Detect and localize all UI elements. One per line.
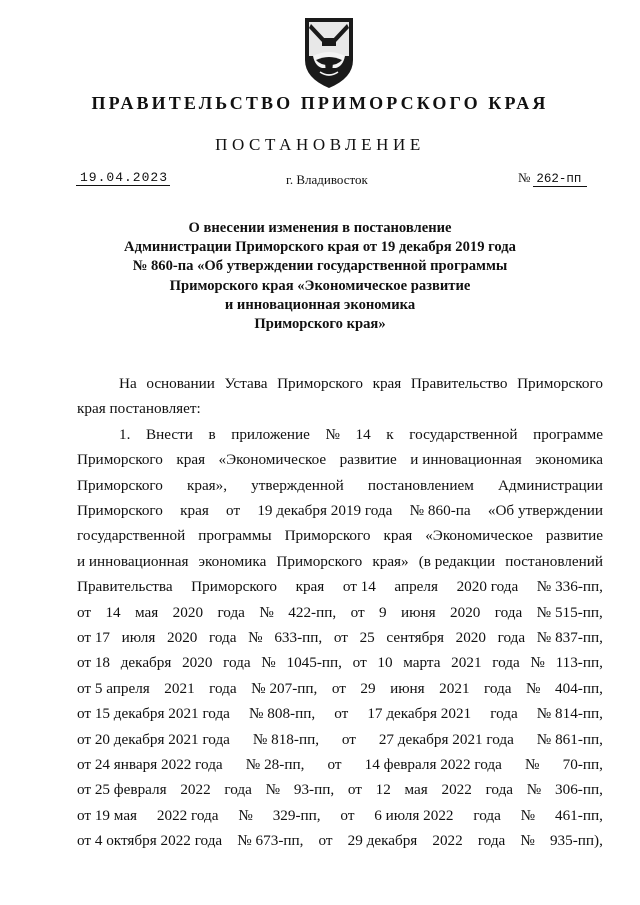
body-word: № (530, 654, 545, 672)
body-word: от 20 декабря 2021 года (77, 730, 230, 748)
subject-line: и инновационная экономика (224, 296, 416, 313)
body-word: мая (404, 781, 428, 799)
body-word: года (473, 806, 501, 824)
government-title: ПРАВИТЕЛЬСТВО ПРИМОРСКОГО КРАЯ (91, 93, 549, 113)
body-word: 10 (377, 654, 393, 672)
body-word: № 837-пп, (536, 629, 603, 646)
subject-line: О внесении изменения в постановление (188, 220, 452, 236)
number-prefix: № (518, 170, 531, 185)
body-word: и инновационная (410, 451, 522, 469)
body-word: от (350, 603, 365, 621)
body-word: 2021 (439, 679, 470, 697)
subject-line: № 860-па «Об утверждении государственной программы (132, 258, 508, 275)
body-line (77, 449, 603, 471)
body-word: края», (186, 476, 228, 494)
body-word: от (77, 603, 92, 621)
body-line (77, 602, 603, 624)
body-word: «Экономическое (218, 451, 327, 469)
body-word: от (333, 629, 348, 646)
body-word: года (209, 679, 237, 697)
body-word: № (520, 832, 535, 850)
body-word: 461-пп, (554, 806, 603, 824)
body-word: от 19 мая (77, 806, 138, 824)
body-word: № 207-пп, (251, 679, 318, 697)
coat-of-arms-emblem (296, 16, 362, 92)
body-word: 2020 (182, 654, 213, 672)
body-word: края (383, 527, 413, 545)
body-word: края» (372, 552, 409, 570)
body-word: Приморского (191, 578, 278, 596)
body-word: развитие (545, 527, 603, 545)
body-line (77, 475, 603, 497)
body-word: 17 декабря 2021 (367, 705, 472, 723)
document-city: г. Владивосток (286, 172, 368, 187)
body-word: апреля (394, 578, 438, 596)
body-word: 1045-пп, (286, 654, 342, 672)
body-word: края постановляет: (77, 400, 201, 418)
body-word: сентября (386, 629, 444, 646)
subject-line: Приморского края «Экономическое развитие (169, 277, 471, 294)
document-date: 19.04.2023 (76, 171, 170, 186)
body-word: марта (403, 654, 441, 672)
body-word: № 336-пп, (536, 578, 603, 596)
body-line (77, 576, 603, 598)
body-word: утвержденной (251, 476, 344, 494)
body-word: от (334, 705, 349, 723)
body-word: государственной (409, 425, 518, 443)
body-word: № (238, 806, 253, 824)
body-word: края (176, 451, 206, 469)
body-word: от (340, 806, 355, 824)
body-word: (в редакции (418, 552, 496, 570)
body-word: года (484, 679, 512, 697)
body-word: от (226, 502, 241, 519)
document-subject (0, 219, 640, 334)
body-word: 27 декабря 2021 года (378, 730, 514, 748)
body-word: к (386, 425, 394, 443)
body-word: основании (146, 375, 215, 392)
document-number-field (518, 170, 587, 186)
body-word: программы (198, 527, 272, 545)
body-word: 2021 (164, 679, 195, 697)
body-word: июня (401, 603, 436, 621)
body-word: 2020 (172, 603, 204, 621)
body-line (119, 424, 603, 446)
body-word: 2022 года (156, 806, 219, 824)
body-word: Внести (145, 425, 193, 443)
body-word: 9 (379, 603, 387, 621)
body-word: Приморского (276, 552, 363, 570)
body-word: На (119, 375, 137, 392)
body-word: края (295, 578, 325, 596)
body-word: развитие (339, 451, 397, 469)
body-word: № 861-пп, (536, 730, 603, 748)
body-word: июня (390, 679, 425, 697)
body-word: 306-пп, (555, 781, 603, 799)
body-word: от 17 (77, 629, 111, 646)
body-word: 2020 (450, 603, 481, 621)
body-word: июля (121, 629, 156, 646)
body-word: 633-пп, (274, 629, 323, 646)
body-word: 935-пп), (549, 832, 603, 850)
body-word: «Экономическое (425, 527, 533, 545)
subject-line: Приморского края» (254, 316, 386, 333)
body-word: постановлений (505, 552, 603, 570)
body-word: Приморского (77, 451, 163, 469)
body-word: 2020 (455, 629, 486, 646)
body-word: 2021 (451, 654, 482, 672)
body-word: № 818-пп, (252, 730, 319, 748)
body-word: № 28-пп, (245, 756, 305, 773)
document-type: ПОСТАНОВЛЕНИЕ (215, 135, 425, 154)
body-word: от 4 октября 2022 года (77, 832, 223, 850)
body-word: 29 (360, 679, 376, 697)
body-line (77, 754, 603, 776)
body-word: 14 (355, 425, 371, 443)
body-word: края (372, 375, 402, 392)
body-line (77, 830, 603, 852)
body-word: № (526, 679, 541, 697)
body-word: от (327, 756, 342, 773)
body-word: Правительство (410, 375, 508, 392)
body-word: года (477, 832, 506, 850)
body-word: мая (135, 603, 159, 621)
body-word: года (209, 629, 237, 646)
body-word: от 15 декабря 2021 года (77, 705, 230, 723)
body-word: года (485, 781, 514, 799)
body-word: 70-пп, (562, 756, 603, 773)
body-word: Приморского (277, 375, 363, 392)
body-word: края (180, 502, 209, 519)
body-word: декабря (120, 654, 172, 672)
body-line (77, 551, 603, 573)
body-line (77, 500, 603, 522)
body-word: № (520, 806, 536, 824)
body-word: Администрации (497, 476, 603, 494)
body-line (77, 779, 603, 801)
body-word: приложение (231, 425, 310, 443)
body-word: № 860-па (409, 502, 471, 519)
body-word: от 24 января 2022 года (77, 756, 223, 773)
body-line (77, 729, 603, 751)
body-word: 25 (359, 629, 375, 646)
body-word: Устава (224, 375, 268, 392)
body-word: от (331, 679, 346, 697)
body-word: экономика (198, 552, 267, 570)
body-word: года (217, 603, 245, 621)
body-word: года (490, 705, 518, 723)
body-word: № 814-пп, (536, 705, 603, 723)
body-word: программе (533, 425, 603, 443)
body-word: № (261, 654, 276, 672)
body-word: 29 декабря (347, 832, 418, 850)
body-word: «Об утверждении (487, 502, 603, 519)
body-word: 12 (375, 781, 391, 799)
body-word: от 5 апреля (77, 679, 150, 697)
body-word: 14 февраля 2022 года (364, 756, 502, 773)
body-line (77, 678, 603, 700)
body-word: 422-пп, (288, 603, 337, 621)
body-line (119, 373, 603, 395)
body-word: от 25 февраля (77, 781, 167, 799)
body-word: № (526, 781, 542, 799)
body-word: 329-пп, (272, 806, 321, 824)
body-word: от (347, 781, 362, 799)
body-word: от (341, 730, 356, 748)
body-word: 93-пп, (293, 781, 335, 799)
body-word: 19 декабря 2019 года (257, 502, 393, 519)
body-word: 6 июля 2022 (374, 806, 454, 824)
body-word: 14 (105, 603, 121, 621)
body-word: года (224, 781, 252, 799)
body-word: 113-пп, (555, 654, 603, 672)
body-word: № (265, 781, 281, 799)
body-word: года (497, 629, 526, 646)
body-line (77, 627, 603, 649)
body-line (77, 805, 603, 827)
body-word: № 515-пп, (536, 603, 603, 621)
body-word: 2022 (180, 781, 211, 799)
body-word: от (352, 654, 367, 672)
body-word: в (208, 425, 216, 443)
subject-line: Администрации Приморского края от 19 декабря 2019 года (124, 239, 516, 256)
body-word: экономика (535, 451, 603, 469)
body-word: Приморского (517, 375, 603, 392)
body-word: Приморского (77, 502, 163, 519)
body-word: от 18 (77, 654, 111, 672)
document-number: 262-пп (533, 172, 587, 187)
body-word: 2020 года (456, 578, 519, 596)
body-word: года (492, 654, 520, 672)
body-word: № (525, 756, 540, 773)
body-word: № 673-пп, (237, 832, 304, 850)
body-word: и инновационная (77, 552, 189, 570)
body-word: Правительства (77, 578, 173, 596)
body-word: 1. (119, 425, 131, 443)
body-word: года (223, 654, 251, 672)
body-word: № (248, 629, 263, 646)
body-line (77, 525, 603, 547)
body-word: Приморского (77, 476, 163, 494)
body-word: № 808-пп, (248, 705, 316, 723)
body-word: постановлением (367, 476, 474, 494)
body-word: № (325, 425, 340, 443)
body-word: 2020 (167, 629, 198, 646)
body-word: от 14 (342, 578, 376, 596)
body-word: Приморского (284, 527, 371, 545)
body-word: от (318, 832, 333, 850)
body-line (77, 652, 603, 674)
body-word: года (494, 603, 523, 621)
body-word: 2022 (441, 781, 472, 799)
body-line (77, 703, 603, 725)
body-line (77, 398, 603, 420)
body-word: № (259, 603, 274, 621)
body-word: 404-пп, (555, 679, 603, 697)
body-word: государственной (77, 527, 186, 545)
body-word: 2022 (432, 832, 463, 850)
